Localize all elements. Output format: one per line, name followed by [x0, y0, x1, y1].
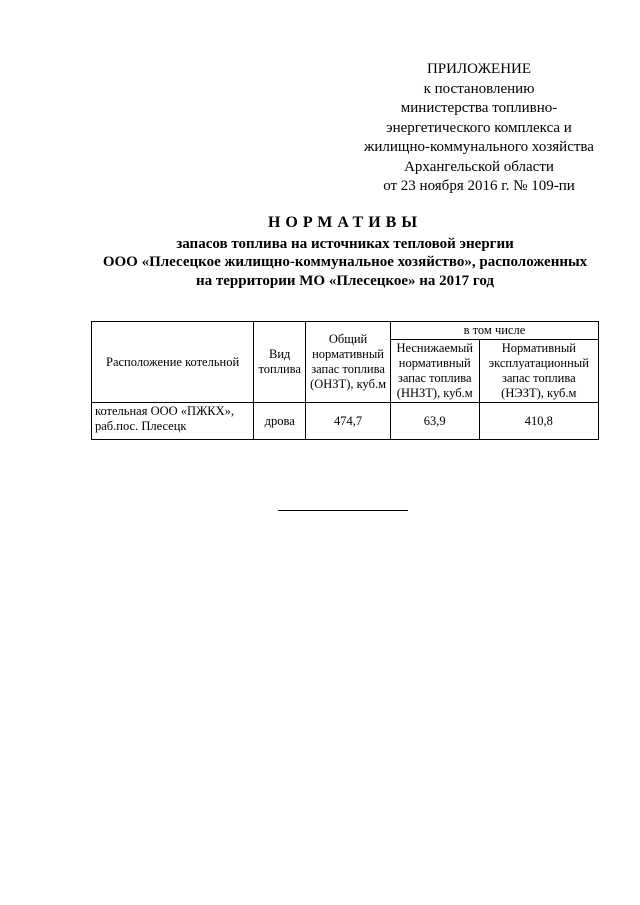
appendix-block [340, 60, 618, 197]
cell-location: котельная ООО «ПЖКХ», раб.пос. Плесецк [92, 403, 254, 440]
table-header-row [92, 322, 599, 340]
header-nnzt: Неснижаемый нормативный запас топлива (ННЗТ), куб.м [390, 340, 479, 403]
appendix-line: ПРИЛОЖЕНИЕ [426, 61, 532, 77]
header-including: в том числе [390, 322, 598, 340]
appendix-line: министерства топливно- [400, 100, 558, 116]
appendix-line: жилищно-коммунального хозяйства [364, 139, 594, 155]
cell-nezt: 410,8 [479, 403, 598, 440]
table-row [92, 403, 599, 440]
header-location: Расположение котельной [92, 322, 254, 403]
cell-nnzt: 63,9 [390, 403, 479, 440]
heading-line: ООО «Плесецкое жилищно-коммунальное хозяйство», расположенных [102, 254, 588, 270]
heading-line: на территории МО «Плесецкое» на 2017 год [195, 272, 495, 289]
appendix-line: от 23 ноября 2016 г. № 109-пи [383, 178, 575, 194]
appendix-line: энергетического комплекса и [386, 119, 572, 136]
heading-line: запасов топлива на источниках тепловой энергии [176, 235, 514, 252]
appendix-line: к постановлению [423, 80, 535, 97]
closing-divider [278, 510, 408, 511]
document-heading [60, 214, 630, 290]
document-title: НОРМАТИВЫ [267, 214, 423, 231]
header-nezt: Нормативный эксплуатационный запас топлива (НЭЗТ), куб.м [479, 340, 598, 403]
cell-fuel-type: дрова [254, 403, 306, 440]
header-total-reserve: Общий нормативный запас топлива (ОНЗТ), куб.м [306, 322, 391, 403]
norms-table [91, 321, 599, 440]
cell-total: 474,7 [306, 403, 391, 440]
header-fuel-type: Вид топлива [254, 322, 306, 403]
appendix-line: Архангельской области [404, 158, 554, 175]
